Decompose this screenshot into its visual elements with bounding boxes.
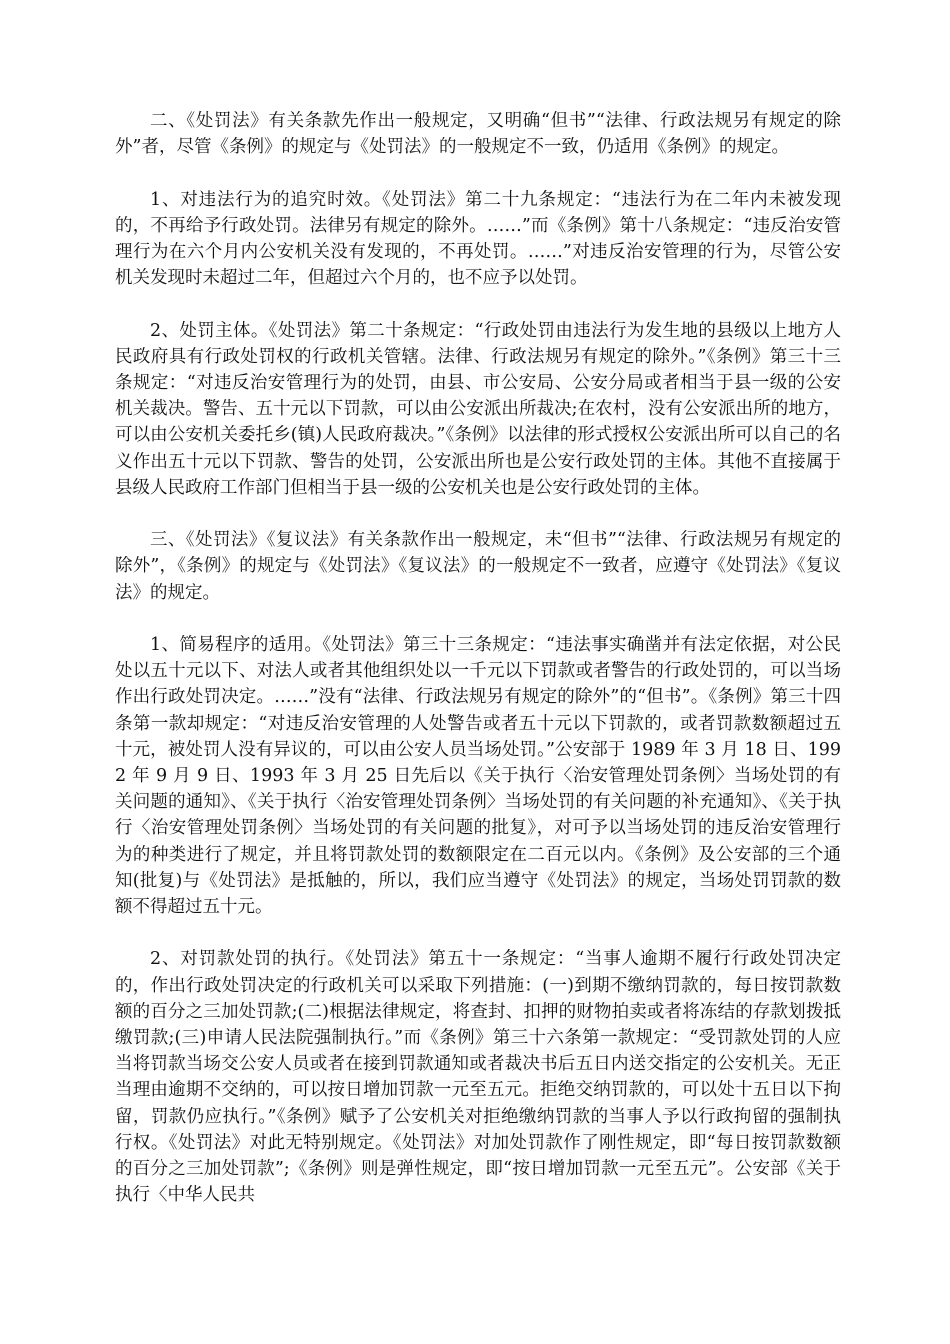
paragraph-summary-procedure: 1、简易程序的适用。《处罚法》第三十三条规定：“违法事实确凿并有法定依据，对公民处以五十元以下、对法人或者其他组织处以一千元以下罚款或者警告的行政处罚的，可以当场作出行政处罚决定。……”没有“法律、行政法规另有规定的除外”的“但书”。《条例》第三十四条第一款却规定：“对违反治安管理的人处警告或者五十元以下罚款的，或者罚款数额超过五十元，被处罚人没有异议的，可以由公安人员当场处罚。”公安部于 1989 年 3 月 18 日、1992 年 9 月 9 日、1993 年 3 月 25 日先后以《关于执行〈治安管理处罚条例〉当场处罚的有关问题的通知》、《关于执行〈治安管理处罚条例〉当场处罚的有关问题的补充通知》、《关于执行〈治安管理处罚条例〉当场处罚的有关问题的批复》，对可予以当场处罚的违反治安管理行为的种类进行了规定，并且将罚款处罚的数额限定在二百元以内。《条例》及公安部的三个通知(批复)与《处罚法》是抵触的，所以，我们应当遵守《处罚法》的规定，当场处罚罚款的数额不得超过五十元。 <box>115 635 841 918</box>
paragraph-penalty-subject: 2、处罚主体。《处罚法》第二十条规定：“行政处罚由违法行为发生地的县级以上地方人民政府具有行政处罚权的行政机关管辖。法律、行政法规另有规定的除外。”《条例》第三十三条规定：“对违反治安管理行为的处罚，由县、市公安局、公安分局或者相当于县一级的公安机关裁决。警告、五十元以下罚款，可以由公安派出所裁决;在农村，没有公安派出所的地方，可以由公安机关委托乡(镇)人民政府裁决。”《条例》以法律的形式授权公安派出所可以自己的名义作出五十元以下罚款、警告的处罚，公安派出所也是公安行政处罚的主体。其他不直接属于县级人民政府工作部门但相当于县一级的公安机关也是公安行政处罚的主体。 <box>115 320 841 498</box>
paragraph-section-three-intro: 三、《处罚法》《复议法》有关条款作出一般规定，未“但书”“法律、行政法规另有规定的除外”，《条例》的规定与《处罚法》《复议法》的一般规定不一致者，应遵守《处罚法》《复议法》的规定。 <box>115 530 841 603</box>
document-page <box>115 108 841 1235</box>
paragraph-section-two-intro: 二、《处罚法》有关条款先作出一般规定，又明确“但书”“法律、行政法规另有规定的除外”者，尽管《条例》的规定与《处罚法》的一般规定不一致，仍适用《条例》的规定。 <box>115 111 841 158</box>
paragraph-fine-enforcement: 2、对罚款处罚的执行。《处罚法》第五十一条规定：“当事人逾期不履行行政处罚决定的，作出行政处罚决定的行政机关可以采取下列措施：(一)到期不缴纳罚款的，每日按罚款数额的百分之三加处罚款;(二)根据法律规定，将查封、扣押的财物拍卖或者将冻结的存款划拨抵缴罚款;(三)申请人民法院强制执行。”而《条例》第三十六条第一款规定：“受罚款处罚的人应当将罚款当场交公安人员或者在接到罚款通知或者裁决书后五日内送交指定的公安机关。无正当理由逾期不交纳的，可以按日增加罚款一元至五元。拒绝交纳罚款的，可以处十五日以下拘留，罚款仍应执行。”《条例》赋予了公安机关对拒绝缴纳罚款的当事人予以行政拘留的强制执行权。《处罚法》对此无特别规定。《处罚法》对加处罚款作了刚性规定，即“每日按罚款数额的百分之三加处罚款”;《条例》则是弹性规定，即“按日增加罚款一元至五元”。公安部《关于执行〈中华人民共 <box>115 949 841 1206</box>
paragraph-statute-of-limitations: 1、对违法行为的追究时效。《处罚法》第二十九条规定：“违法行为在二年内未被发现的，不再给予行政处罚。法律另有规定的除外。……”而《条例》第十八条规定：“违反治安管理行为在六个月内公安机关没有发现的，不再处罚。……”对违反治安管理的行为，尽管公安机关发现时未超过二年，但超过六个月的，也不应予以处罚。 <box>115 189 841 289</box>
